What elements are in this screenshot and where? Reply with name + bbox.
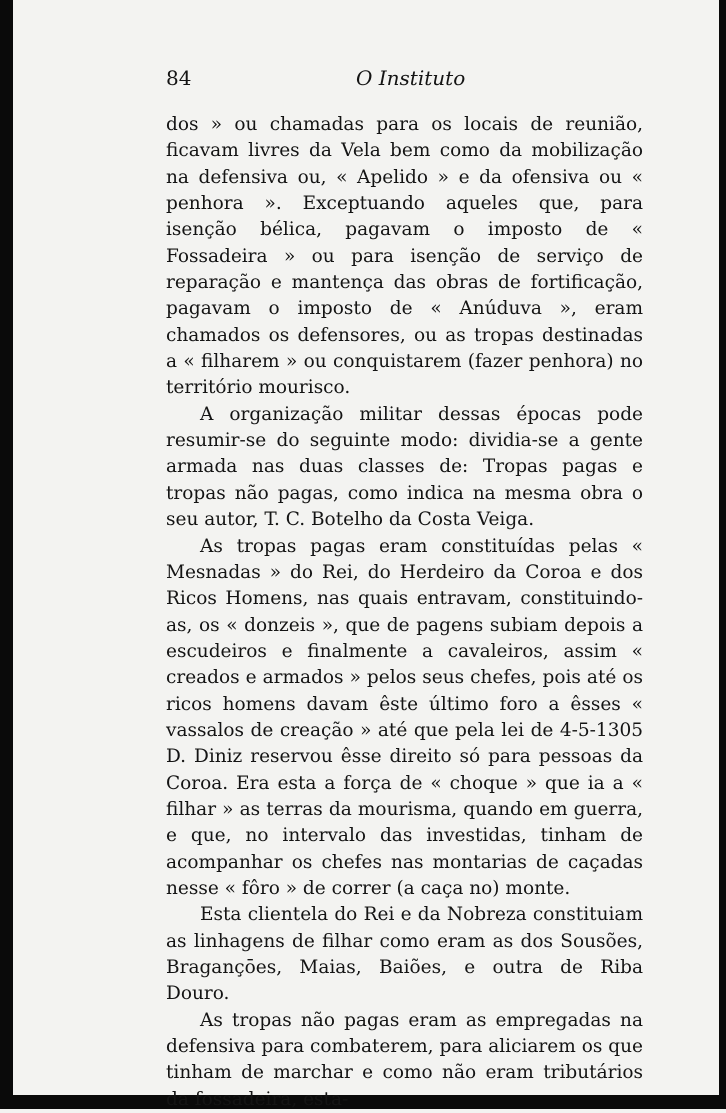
paragraph: Esta clientela do Rei e da Nobreza constituiam as linhagens de filhar como eram as dos Sousões, Bragançōes, Maias, Baiões, e outra de Riba Douro. — [166, 904, 643, 1005]
running-title: O Instituto — [356, 66, 466, 90]
page-number: 84 — [166, 66, 192, 90]
book-page — [166, 62, 643, 1113]
scan-border-left — [0, 0, 13, 1109]
running-head — [166, 62, 643, 94]
paragraph: As tropas não pagas eram as empregadas na defensiva para combaterem, para aliciarem os que tinham de marchar e como não eram tributários da fossadeira, esta- — [166, 1009, 643, 1110]
paragraph: A organização militar dessas épocas pode resumir-se do seguinte modo: dividia-se a gente armada nas duas classes de: Tropas pagas e tropas não pagas, como indica na mesma obra o seu autor, T. C. Botelho da Costa Veiga. — [166, 403, 643, 531]
paragraph-continuation: dos » ou chamadas para os locais de reunião, ficavam livres da Vela bem como da mobilização na defensiva ou, « Apelido » e da ofensiva ou « penhora ». Exceptuando aqueles que, para isenção bélica, pagavam o imposto de « Fossadeira » ou para isenção de serviço de reparação e mantença das obras de fortificação, pagavam o imposto de « Anúduva », eram chamados os defensores, ou as tropas destinadas a « filharem » ou conquistarem (fazer penhora) no território mourisco. — [166, 114, 643, 399]
scan-border-right — [719, 0, 726, 1109]
body-text — [166, 112, 643, 1113]
paragraph: As tropas pagas eram constituídas pelas « Mesnadas » do Rei, do Herdeiro da Coroa e dos Ricos Homens, nas quais entravam, constituindo-as, os « donzeis », que de pagens subiam depois a escudeiros e finalmente a cavaleiros, assim « creados e armados » pelos seus chefes, pois até os ricos homens davam êste último foro a êsses « vassalos de creação » até que pela lei de 4-5-1305 D. Diniz reservou êsse direito só para pessoas da Coroa. Era esta a força de « choque » que ia a « filhar » as terras da mourisma, quando em guerra, e que, no intervalo das investidas, tinham de acompanhar os chefes nas montarias de caçadas nesse « fôro » de correr (a caça no) monte. — [166, 535, 643, 899]
